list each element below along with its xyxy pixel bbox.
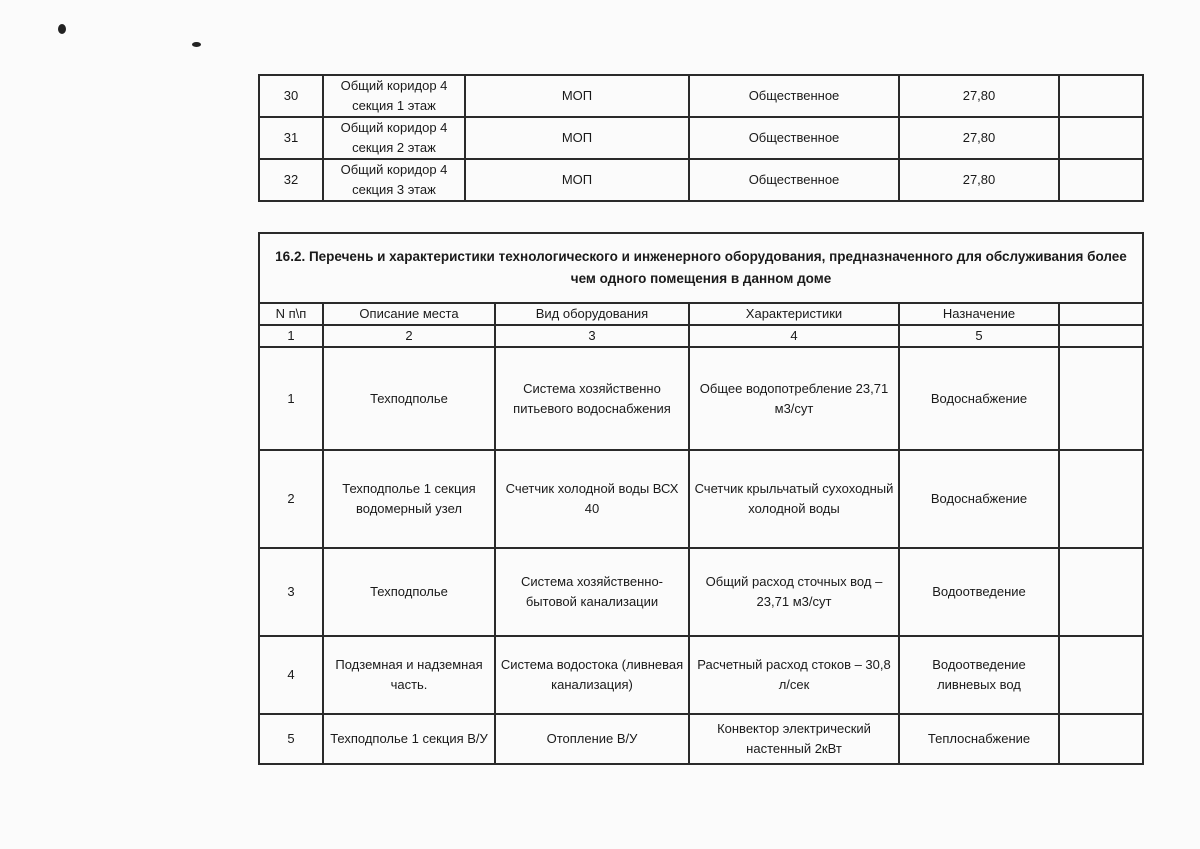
n-cell: 5 xyxy=(259,714,323,764)
empty-cell xyxy=(1059,450,1143,548)
number-cell: 3 xyxy=(495,325,689,347)
type-cell: МОП xyxy=(465,75,689,117)
header-row xyxy=(259,303,1143,325)
equipment-cell: Отопление В/У xyxy=(495,714,689,764)
place-cell: Техподполье 1 секция водомерный узел xyxy=(323,450,495,548)
n-cell: 3 xyxy=(259,548,323,636)
number-cell: 4 xyxy=(689,325,899,347)
number-cell: 1 xyxy=(259,325,323,347)
spec-cell: Конвектор электрический настенный 2кВт xyxy=(689,714,899,764)
purpose-cell: Водоотведение ливневых вод xyxy=(899,636,1059,714)
scan-speck xyxy=(58,24,66,34)
table-row xyxy=(259,117,1143,159)
use-cell: Общественное xyxy=(689,159,899,201)
n-cell: 4 xyxy=(259,636,323,714)
use-cell: Общественное xyxy=(689,75,899,117)
header-cell: Вид оборудования xyxy=(495,303,689,325)
empty-cell xyxy=(1059,714,1143,764)
empty-cell xyxy=(1059,325,1143,347)
number-cell: 2 xyxy=(323,325,495,347)
equipment-table xyxy=(258,232,1144,765)
header-cell: Описание места xyxy=(323,303,495,325)
type-cell: МОП xyxy=(465,117,689,159)
equipment-cell: Счетчик холодной воды ВСХ 40 xyxy=(495,450,689,548)
n-cell: 2 xyxy=(259,450,323,548)
table-row xyxy=(259,636,1143,714)
area-cell: 27,80 xyxy=(899,159,1059,201)
purpose-cell: Теплоснабжение xyxy=(899,714,1059,764)
purpose-cell: Водоснабжение xyxy=(899,347,1059,450)
area-cell: 27,80 xyxy=(899,75,1059,117)
place-cell: Техподполье 1 секция В/У xyxy=(323,714,495,764)
header-cell: Характеристики xyxy=(689,303,899,325)
column-number-row xyxy=(259,325,1143,347)
n-cell: 31 xyxy=(259,117,323,159)
n-cell: 30 xyxy=(259,75,323,117)
table-row xyxy=(259,159,1143,201)
place-cell: Общий коридор 4 секция 1 этаж xyxy=(323,75,465,117)
n-cell: 1 xyxy=(259,347,323,450)
spec-cell: Расчетный расход стоков – 30,8 л/сек xyxy=(689,636,899,714)
empty-cell xyxy=(1059,75,1143,117)
place-cell: Общий коридор 4 секция 2 этаж xyxy=(323,117,465,159)
place-cell: Техподполье xyxy=(323,347,495,450)
empty-cell xyxy=(1059,117,1143,159)
table-row xyxy=(259,347,1143,450)
place-cell: Техподполье xyxy=(323,548,495,636)
scan-speck xyxy=(192,42,201,47)
header-cell: N п\п xyxy=(259,303,323,325)
empty-cell xyxy=(1059,636,1143,714)
n-cell: 32 xyxy=(259,159,323,201)
empty-cell xyxy=(1059,548,1143,636)
spec-cell: Общий расход сточных вод – 23,71 м3/сут xyxy=(689,548,899,636)
number-cell: 5 xyxy=(899,325,1059,347)
empty-cell xyxy=(1059,159,1143,201)
empty-cell xyxy=(1059,303,1143,325)
equipment-cell: Система хозяйственно питьевого водоснабжения xyxy=(495,347,689,450)
area-cell: 27,80 xyxy=(899,117,1059,159)
purpose-cell: Водоснабжение xyxy=(899,450,1059,548)
table-row xyxy=(259,714,1143,764)
equipment-cell: Система хозяйственно-бытовой канализации xyxy=(495,548,689,636)
table-row xyxy=(259,75,1143,117)
use-cell: Общественное xyxy=(689,117,899,159)
place-cell: Подземная и надземная часть. xyxy=(323,636,495,714)
table-title: 16.2. Перечень и характеристики технологического и инженерного оборудования, предназначенного для обслуживания более чем одного помещения в данном доме xyxy=(259,233,1143,303)
spec-cell: Счетчик крыльчатый сухоходный холодной воды xyxy=(689,450,899,548)
type-cell: МОП xyxy=(465,159,689,201)
empty-cell xyxy=(1059,347,1143,450)
purpose-cell: Водоотведение xyxy=(899,548,1059,636)
common-areas-table xyxy=(258,74,1144,202)
place-cell: Общий коридор 4 секция 3 этаж xyxy=(323,159,465,201)
header-cell: Назначение xyxy=(899,303,1059,325)
table-row xyxy=(259,450,1143,548)
table-row xyxy=(259,548,1143,636)
spec-cell: Общее водопотребление 23,71 м3/сут xyxy=(689,347,899,450)
equipment-cell: Система водостока (ливневая канализация) xyxy=(495,636,689,714)
